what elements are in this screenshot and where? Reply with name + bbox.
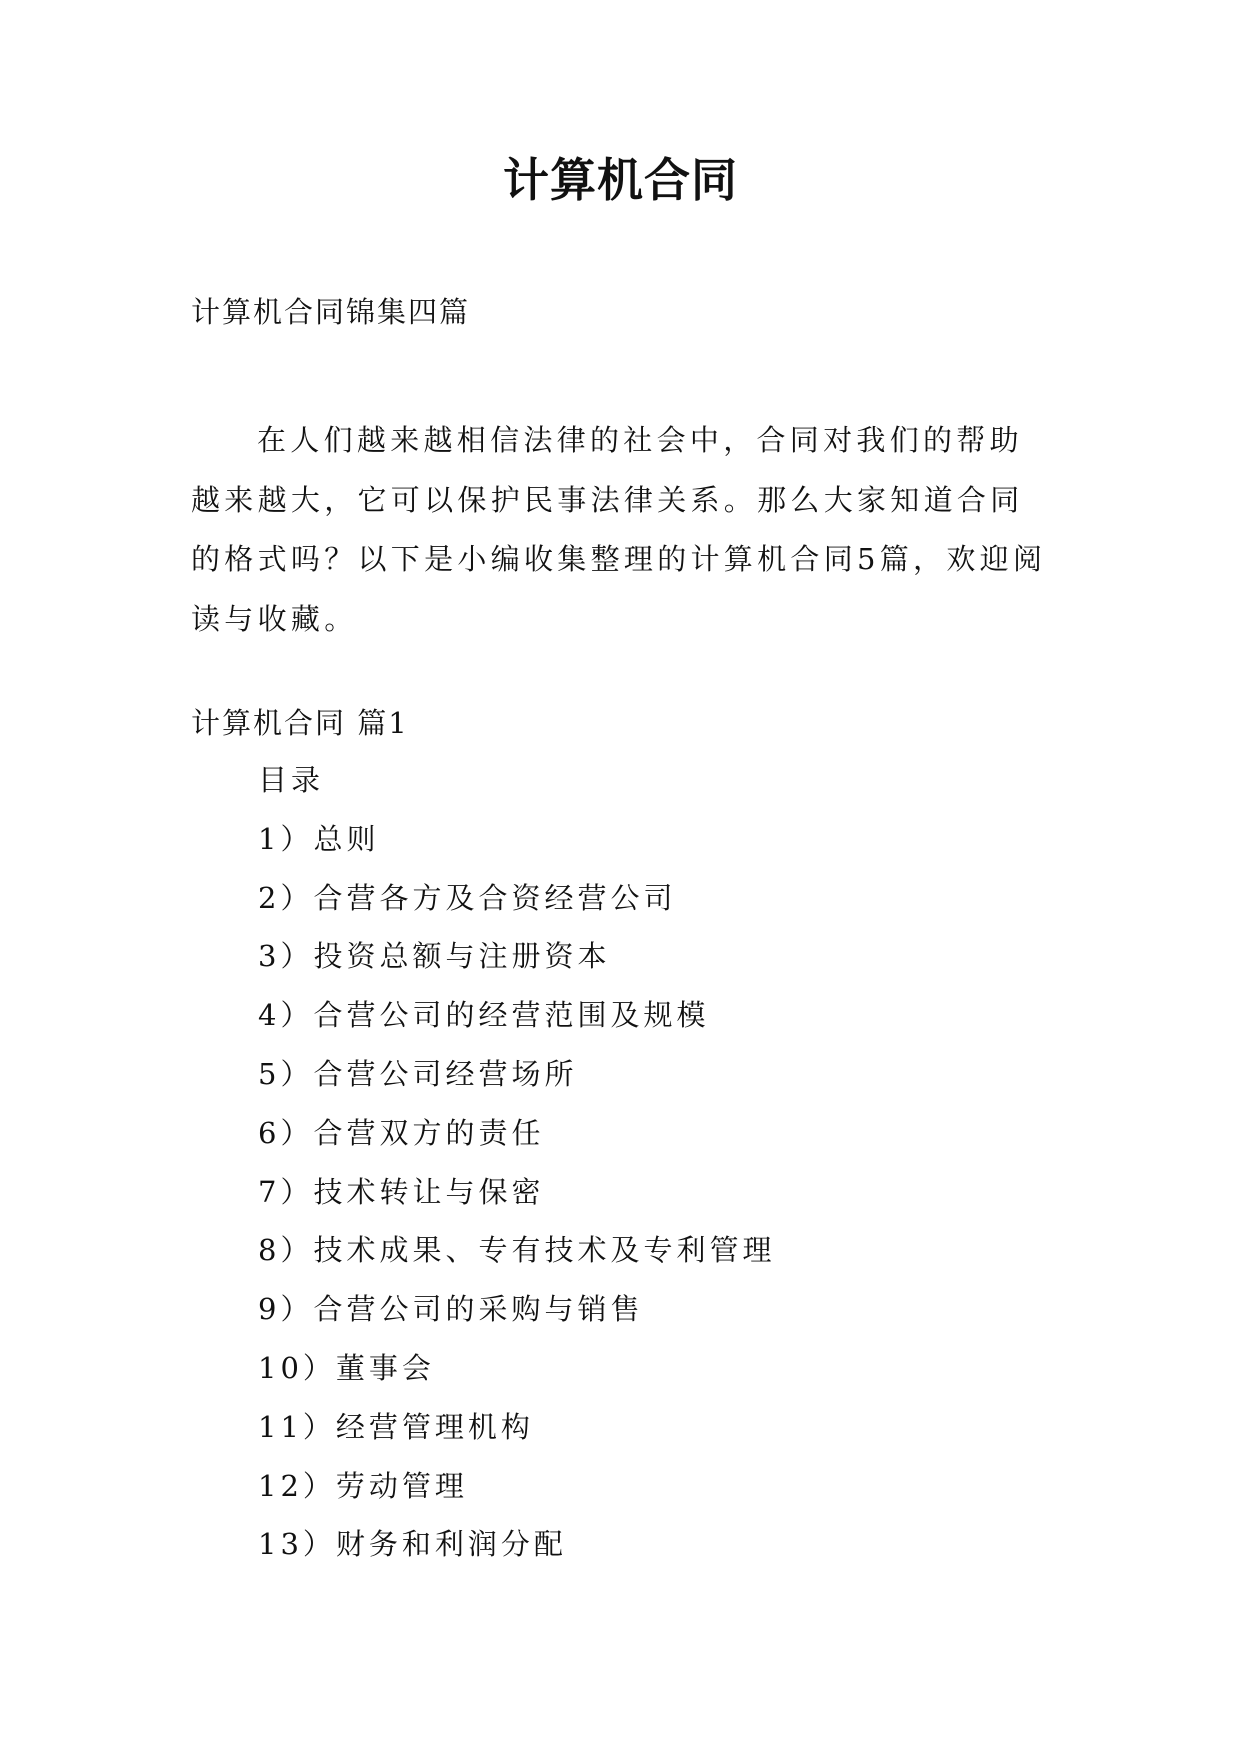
document-subtitle: 计算机合同锦集四篇 — [191, 295, 471, 329]
document-title: 计算机合同 — [503, 153, 738, 207]
toc-item: 10）董事会 — [258, 1350, 435, 1385]
toc-item: 12）劳动管理 — [258, 1468, 468, 1503]
toc-item: 2）合营各方及合资经营公司 — [258, 880, 677, 915]
toc-label: 目录 — [258, 763, 325, 797]
toc-item: 3）投资总额与注册资本 — [258, 939, 611, 974]
toc-item: 5）合营公司经营场所 — [258, 1056, 578, 1091]
table-of-contents — [258, 760, 775, 1583]
toc-item: 13）财务和利润分配 — [258, 1527, 567, 1562]
toc-item: 9）合营公司的采购与销售 — [258, 1292, 644, 1327]
toc-item: 4）合营公司的经营范围及规模 — [258, 998, 710, 1033]
toc-item: 7）技术转让与保密 — [258, 1174, 545, 1209]
toc-item: 1）总则 — [258, 821, 380, 856]
toc-item: 11）经营管理机构 — [258, 1409, 534, 1444]
intro-paragraph: 在人们越来越相信法律的社会中，合同对我们的帮助越来越大，它可以保护民事法律关系。那么大家知道合同的格式吗？以下是小编收集整理的计算机合同5篇，欢迎阅读与收藏。 — [191, 423, 1047, 636]
toc-item: 6）合营双方的责任 — [258, 1115, 545, 1150]
toc-item: 8）技术成果、专有技术及专利管理 — [258, 1233, 776, 1268]
section-heading: 计算机合同 篇1 — [191, 706, 409, 740]
